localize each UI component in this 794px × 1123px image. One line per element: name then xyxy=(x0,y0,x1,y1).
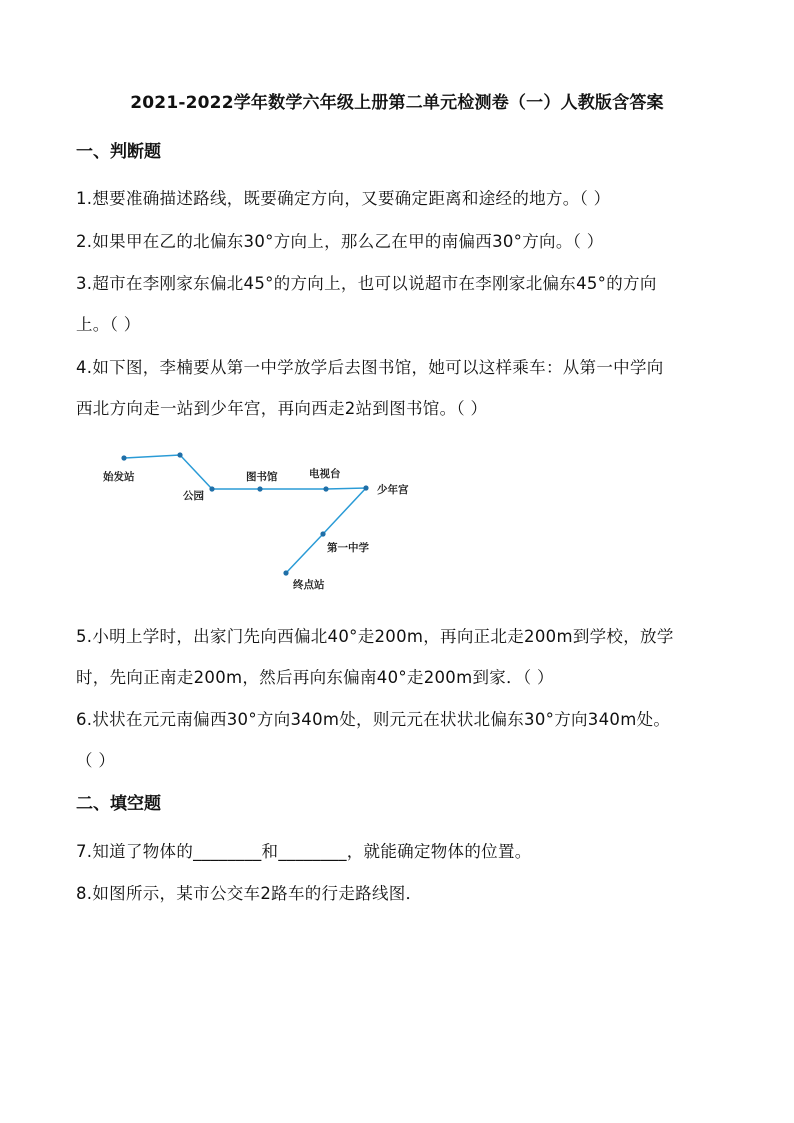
stop-end xyxy=(283,570,288,575)
question-6-line-1: 6.状状在元元南偏西30°方向340m处，则元元在状状北偏东30°方向340m处。 xyxy=(76,710,671,729)
question-7: 7.知道了物体的________和________，就能确定物体的位置。 xyxy=(76,842,532,861)
stop-start xyxy=(121,455,126,460)
question-3-line-1: 3.超市在李刚家东偏北45°的方向上，也可以说超市在李刚家北偏东45°的方向 xyxy=(76,274,657,293)
label-end: 终点站 xyxy=(293,579,325,591)
question-5-line-2: 时，先向正南走200m，然后再向东偏南40°走200m到家．（ ） xyxy=(76,668,554,687)
label-library: 图书馆 xyxy=(246,471,278,483)
question-4-line-2: 西北方向走一站到少年宫，再向西走2站到图书馆。（ ） xyxy=(76,399,488,418)
section-heading-judgment: 一、判断题 xyxy=(76,142,161,162)
question-4-line-1: 4.如下图，李楠要从第一中学放学后去图书馆，她可以这样乘车：从第一中学向 xyxy=(76,358,664,377)
page-title: 2021-2022学年数学六年级上册第二单元检测卷（一）人教版含答案 xyxy=(130,93,664,113)
stop-tv xyxy=(323,486,328,491)
question-2: 2.如果甲在乙的北偏东30°方向上，那么乙在甲的南偏西30°方向。（ ） xyxy=(76,232,604,251)
question-3-line-2: 上。（ ） xyxy=(76,315,141,334)
bus-route-diagram xyxy=(90,440,430,600)
label-park: 公园 xyxy=(183,490,204,502)
label-tv: 电视台 xyxy=(309,468,341,480)
label-school: 第一中学 xyxy=(327,542,369,554)
stop-school xyxy=(320,531,325,536)
question-6-line-2: （ ） xyxy=(76,751,116,770)
label-youth-palace: 少年宫 xyxy=(377,484,409,496)
label-start: 始发站 xyxy=(103,471,135,483)
stop-youth-palace xyxy=(363,485,368,490)
question-8: 8.如图所示，某市公交车2路车的行走路线图． xyxy=(76,884,423,903)
question-1: 1.想要准确描述路线，既要确定方向，又要确定距离和途经的地方。（ ） xyxy=(76,189,611,208)
stop-park xyxy=(209,486,214,491)
stop-library xyxy=(257,486,262,491)
section-heading-fill-blank: 二、填空题 xyxy=(76,794,161,814)
stop-turn xyxy=(177,452,182,457)
question-5-line-1: 5.小明上学时，出家门先向西偏北40°走200m，再向正北走200m到学校，放学 xyxy=(76,627,674,646)
